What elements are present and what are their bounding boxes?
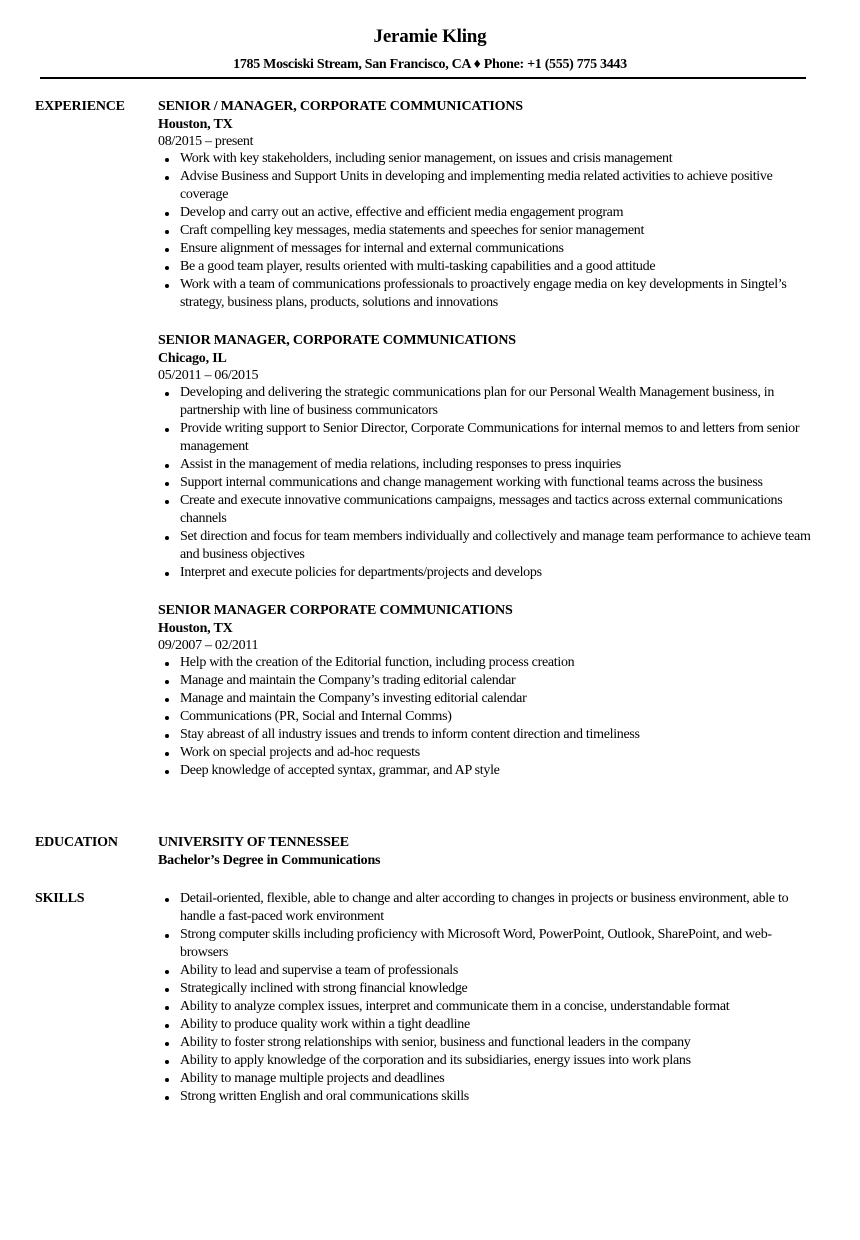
job-dates: 05/2011 – 06/2015 [158,368,259,383]
bullet-icon [165,428,169,432]
bullet-icon [165,970,169,974]
skills-list [158,890,814,1106]
duty-item [158,420,814,456]
duty-text: Work with key stakeholders, including senior management, on issues and crisis management [180,151,673,166]
degree-name: Bachelor’s Degree in Communications [158,853,381,868]
duty-text: Provide writing support to Senior Director, Corporate Communications for internal memos to and letters from senior management [180,421,800,454]
bullet-icon [165,212,169,216]
skill-item [158,890,814,926]
bullet-icon [165,572,169,576]
duty-item [158,474,814,492]
duty-text: Communications (PR, Social and Internal Comms) [180,709,452,724]
section-label-skills: SKILLS [35,891,85,906]
duty-text: Advise Business and Support Units in developing and implementing media related activities to achieve positive coverage [180,169,773,202]
duty-text: Assist in the management of media relations, including responses to press inquiries [180,457,621,472]
bullet-icon [165,934,169,938]
contact-line: 1785 Mosciski Stream, San Francisco, CA ♦ Phone: +1 (555) 775 3443 [233,57,627,72]
duty-text: Work with a team of communications professionals to proactively engage media on key developments in Singtel’s strategy, business plans, products, solutions and innovations [180,277,787,310]
bullet-icon [165,662,169,666]
job-title: SENIOR MANAGER CORPORATE COMMUNICATIONS [158,603,513,618]
duty-item [158,564,814,582]
job-dates: 09/2007 – 02/2011 [158,638,259,653]
skill-item [158,1052,814,1070]
education-entry [158,834,814,870]
skill-item [158,1070,814,1088]
job-dates: 08/2015 – present [158,134,254,149]
bullet-icon [165,988,169,992]
job-location: Houston, TX [158,621,233,636]
bullet-icon [165,266,169,270]
skill-item [158,980,814,998]
duty-item [158,492,814,528]
duty-item [158,150,814,168]
duty-text: Developing and delivering the strategic communications plan for our Personal Wealth Management business, in partnership with line of business communicators [180,385,775,418]
duty-text: Develop and carry out an active, effective and efficient media engagement program [180,205,624,220]
duty-text: Be a good team player, results oriented with multi-tasking capabilities and a good attitude [180,259,656,274]
skill-text: Ability to apply knowledge of the corporation and its subsidiaries, energy issues into work plans [180,1053,691,1068]
bullet-icon [165,1078,169,1082]
bullet-icon [165,770,169,774]
duty-text: Set direction and focus for team members individually and collectively and manage team performance to achieve team and business objectives [180,529,811,562]
bullet-icon [165,482,169,486]
duty-item [158,690,814,708]
duty-item [158,276,814,312]
bullet-icon [165,680,169,684]
bullet-icon [165,176,169,180]
skill-item [158,962,814,980]
duty-item [158,708,814,726]
job-title: SENIOR / MANAGER, CORPORATE COMMUNICATIONS [158,99,523,114]
skill-item [158,998,814,1016]
skill-text: Ability to analyze complex issues, interpret and communicate them in a concise, understandable format [180,999,730,1014]
bullet-icon [165,1042,169,1046]
duty-item [158,204,814,222]
bullet-icon [165,734,169,738]
duty-text: Support internal communications and change management working with functional teams across the business [180,475,763,490]
job-duties [158,654,814,780]
duty-text: Deep knowledge of accepted syntax, grammar, and AP style [180,763,500,778]
duty-text: Help with the creation of the Editorial function, including process creation [180,655,575,670]
duty-item [158,762,814,780]
skill-text: Strategically inclined with strong financial knowledge [180,981,468,996]
duty-item [158,654,814,672]
resume-header [0,26,860,73]
duty-text: Stay abreast of all industry issues and trends to inform content direction and timeliness [180,727,640,742]
bullet-icon [165,1006,169,1010]
bullet-icon [165,752,169,756]
bullet-icon [165,230,169,234]
experience-list [158,98,814,800]
skill-item [158,926,814,962]
job-entry [158,602,814,780]
duty-text: Create and execute innovative communications campaigns, messages and tactics across external communications channels [180,493,783,526]
job-entry [158,332,814,582]
duty-item [158,258,814,276]
duty-item [158,240,814,258]
duty-item [158,744,814,762]
section-label-experience: EXPERIENCE [35,99,125,114]
bullet-icon [165,536,169,540]
school-name: UNIVERSITY OF TENNESSEE [158,835,349,850]
header-divider [40,77,806,79]
bullet-icon [165,1060,169,1064]
job-entry [158,98,814,312]
duty-text: Craft compelling key messages, media statements and speeches for senior management [180,223,645,238]
bullet-icon [165,1024,169,1028]
bullet-icon [165,698,169,702]
skill-text: Strong written English and oral communications skills [180,1089,469,1104]
duty-text: Interpret and execute policies for departments/projects and develops [180,565,542,580]
duty-text: Work on special projects and ad-hoc requests [180,745,420,760]
duty-item [158,222,814,240]
bullet-icon [165,158,169,162]
bullet-icon [165,898,169,902]
duty-item [158,672,814,690]
bullet-icon [165,392,169,396]
bullet-icon [165,464,169,468]
duty-item [158,168,814,204]
bullet-icon [165,500,169,504]
job-duties [158,384,814,582]
skill-item [158,1088,814,1106]
bullet-icon [165,1096,169,1100]
skill-text: Detail-oriented, flexible, able to change and alter according to changes in projects or business environment, able to handle a fast-paced work environment [180,891,789,924]
duty-text: Manage and maintain the Company’s trading editorial calendar [180,673,516,688]
skill-item [158,1016,814,1034]
skill-text: Ability to foster strong relationships with senior, business and functional leaders in the company [180,1035,691,1050]
bullet-icon [165,716,169,720]
duty-item [158,528,814,564]
job-duties [158,150,814,312]
duty-item [158,384,814,420]
section-label-education: EDUCATION [35,835,118,850]
candidate-name: Jeramie Kling [373,26,487,47]
job-location: Chicago, IL [158,351,227,366]
skill-text: Ability to lead and supervise a team of professionals [180,963,459,978]
skill-text: Ability to produce quality work within a tight deadline [180,1017,470,1032]
job-location: Houston, TX [158,117,233,132]
job-title: SENIOR MANAGER, CORPORATE COMMUNICATIONS [158,333,516,348]
skill-text: Strong computer skills including proficiency with Microsoft Word, PowerPoint, Outlook, SharePoint, and web-browsers [180,927,772,960]
duty-item [158,726,814,744]
bullet-icon [165,284,169,288]
skill-item [158,1034,814,1052]
duty-text: Manage and maintain the Company’s investing editorial calendar [180,691,527,706]
duty-text: Ensure alignment of messages for internal and external communications [180,241,564,256]
skill-text: Ability to manage multiple projects and deadlines [180,1071,445,1086]
bullet-icon [165,248,169,252]
skills-list-container [158,890,814,1106]
duty-item [158,456,814,474]
